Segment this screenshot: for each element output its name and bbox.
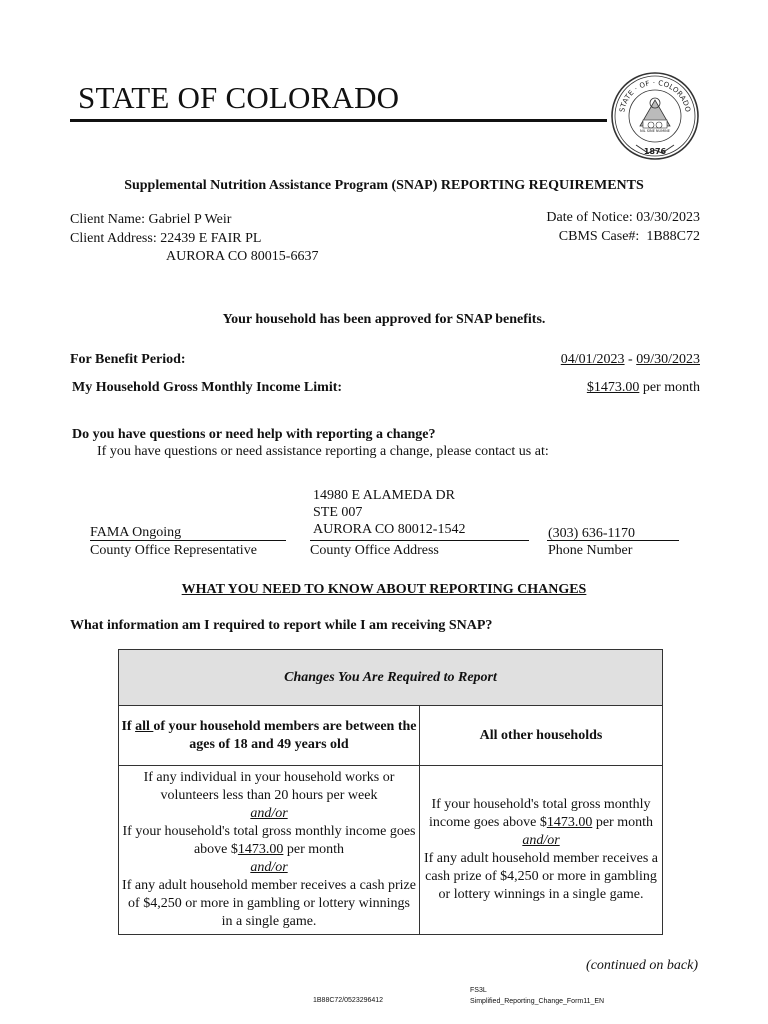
col2-condition-2: If any adult household member receives a cash prize of $4,250 or more in gambling or lottery winnings in a single game. <box>423 851 659 902</box>
table-subheader-row <box>119 706 663 766</box>
client-address-label: Client Address: <box>70 231 157 246</box>
seal-top-text: STATE · OF · COLORADO <box>618 78 692 113</box>
phone-label: Phone Number <box>548 543 633 558</box>
footer-form-name: Simplified_Reporting_Change_Form11_EN <box>470 998 605 1005</box>
col1-header-pre: If <box>121 718 136 734</box>
client-name-value: Gabriel P Weir <box>148 212 232 227</box>
notice-date-value: 03/30/2023 <box>636 210 700 225</box>
col1-condition-1: If any individual in your household works or volunteers less than 20 hours per week <box>143 770 395 803</box>
requirements-table <box>118 649 663 935</box>
client-name-label: Client Name: <box>70 212 146 227</box>
income-limit-amount: $1473.00 <box>586 380 640 395</box>
county-address-line1: 14980 E ALAMEDA DR <box>313 488 455 503</box>
col1-condition-2-amount: 1473.00 <box>237 842 284 857</box>
col1-condition-2-text: If your household's total gross monthly income goes above $ <box>122 824 416 857</box>
header-rule <box>70 119 607 122</box>
state-title: STATE OF COLORADO <box>78 80 400 115</box>
county-address-line2: STE 007 <box>313 505 363 520</box>
notice-date <box>546 208 700 228</box>
col1-andor-1: and/or <box>250 806 288 821</box>
help-question: Do you have questions or need help with reporting a change? <box>72 427 436 442</box>
col2-header: All other households <box>420 706 663 766</box>
benefit-period-end: 09/30/2023 <box>636 352 700 367</box>
phone-value: (303) 636-1170 <box>548 526 635 541</box>
county-address-label: County Office Address <box>310 543 439 558</box>
seal-motto: NIL SINE NUMINE <box>640 129 670 133</box>
client-address <box>70 229 261 249</box>
document-title: Supplemental Nutrition Assistance Program (SNAP) REPORTING REQUIREMENTS <box>124 178 644 193</box>
help-text: If you have questions or need assistance reporting a change, please contact us at: <box>97 444 549 459</box>
county-address-line3: AURORA CO 80012-1542 <box>313 522 466 537</box>
client-address-line1: 22439 E FAIR PL <box>160 231 262 246</box>
col1-condition-2 <box>121 823 417 859</box>
col1-header-all: all <box>135 718 154 734</box>
col1-condition-2-suffix: per month <box>283 842 345 857</box>
income-limit <box>587 378 700 398</box>
county-office-address <box>313 487 465 538</box>
col2-andor: and/or <box>522 833 560 848</box>
income-limit-label: My Household Gross Monthly Income Limit: <box>72 380 343 395</box>
col1-body <box>119 766 420 935</box>
col1-header <box>119 706 420 766</box>
col1-condition-3: If any adult household member receives a cash prize of $4,250 or more in gambling or lottery winnings in a single game. <box>122 878 416 929</box>
benefit-period <box>561 350 700 370</box>
table-header: Changes You Are Required to Report <box>119 650 663 706</box>
notice-date-label: Date of Notice: <box>546 210 633 225</box>
table-body-row <box>119 766 663 935</box>
seal-year: 1876 <box>643 147 667 156</box>
state-seal-icon <box>610 70 700 162</box>
col1-andor-2: and/or <box>250 860 288 875</box>
col2-condition-1-suffix: per month <box>592 815 653 830</box>
section-heading: WHAT YOU NEED TO KNOW ABOUT REPORTING CHANGES <box>181 582 587 597</box>
col2-body <box>420 766 663 935</box>
continued-on-back: (continued on back) <box>586 958 698 973</box>
client-name <box>70 210 231 230</box>
footer-code: 1B88C72/0523296412 <box>313 997 384 1004</box>
county-rep-label: County Office Representative <box>90 543 257 558</box>
case-number-value: 1B88C72 <box>646 229 700 244</box>
county-rep-value: FAMA Ongoing <box>90 525 182 540</box>
col2-condition-1 <box>422 796 660 832</box>
col2-condition-1-text: If your household's total gross monthly income goes above $ <box>429 797 651 830</box>
benefit-period-separator: - <box>628 352 633 367</box>
table-header-row <box>119 650 663 706</box>
section-question: What information am I required to report while I am receiving SNAP? <box>70 618 493 633</box>
col1-header-post: of your household members are between the ages of 18 and 49 years old <box>153 718 417 752</box>
approval-message: Your household has been approved for SNAP benefits. <box>222 312 546 327</box>
footer-form-id: FS3L <box>470 987 487 994</box>
client-address-line2: AURORA CO 80015-6637 <box>166 249 319 264</box>
col2-condition-1-amount: 1473.00 <box>546 815 593 830</box>
case-number <box>559 227 700 247</box>
benefit-period-label: For Benefit Period: <box>70 352 186 367</box>
benefit-period-start: 04/01/2023 <box>560 352 625 367</box>
income-limit-suffix: per month <box>642 380 700 395</box>
case-number-label: CBMS Case#: <box>558 229 640 244</box>
